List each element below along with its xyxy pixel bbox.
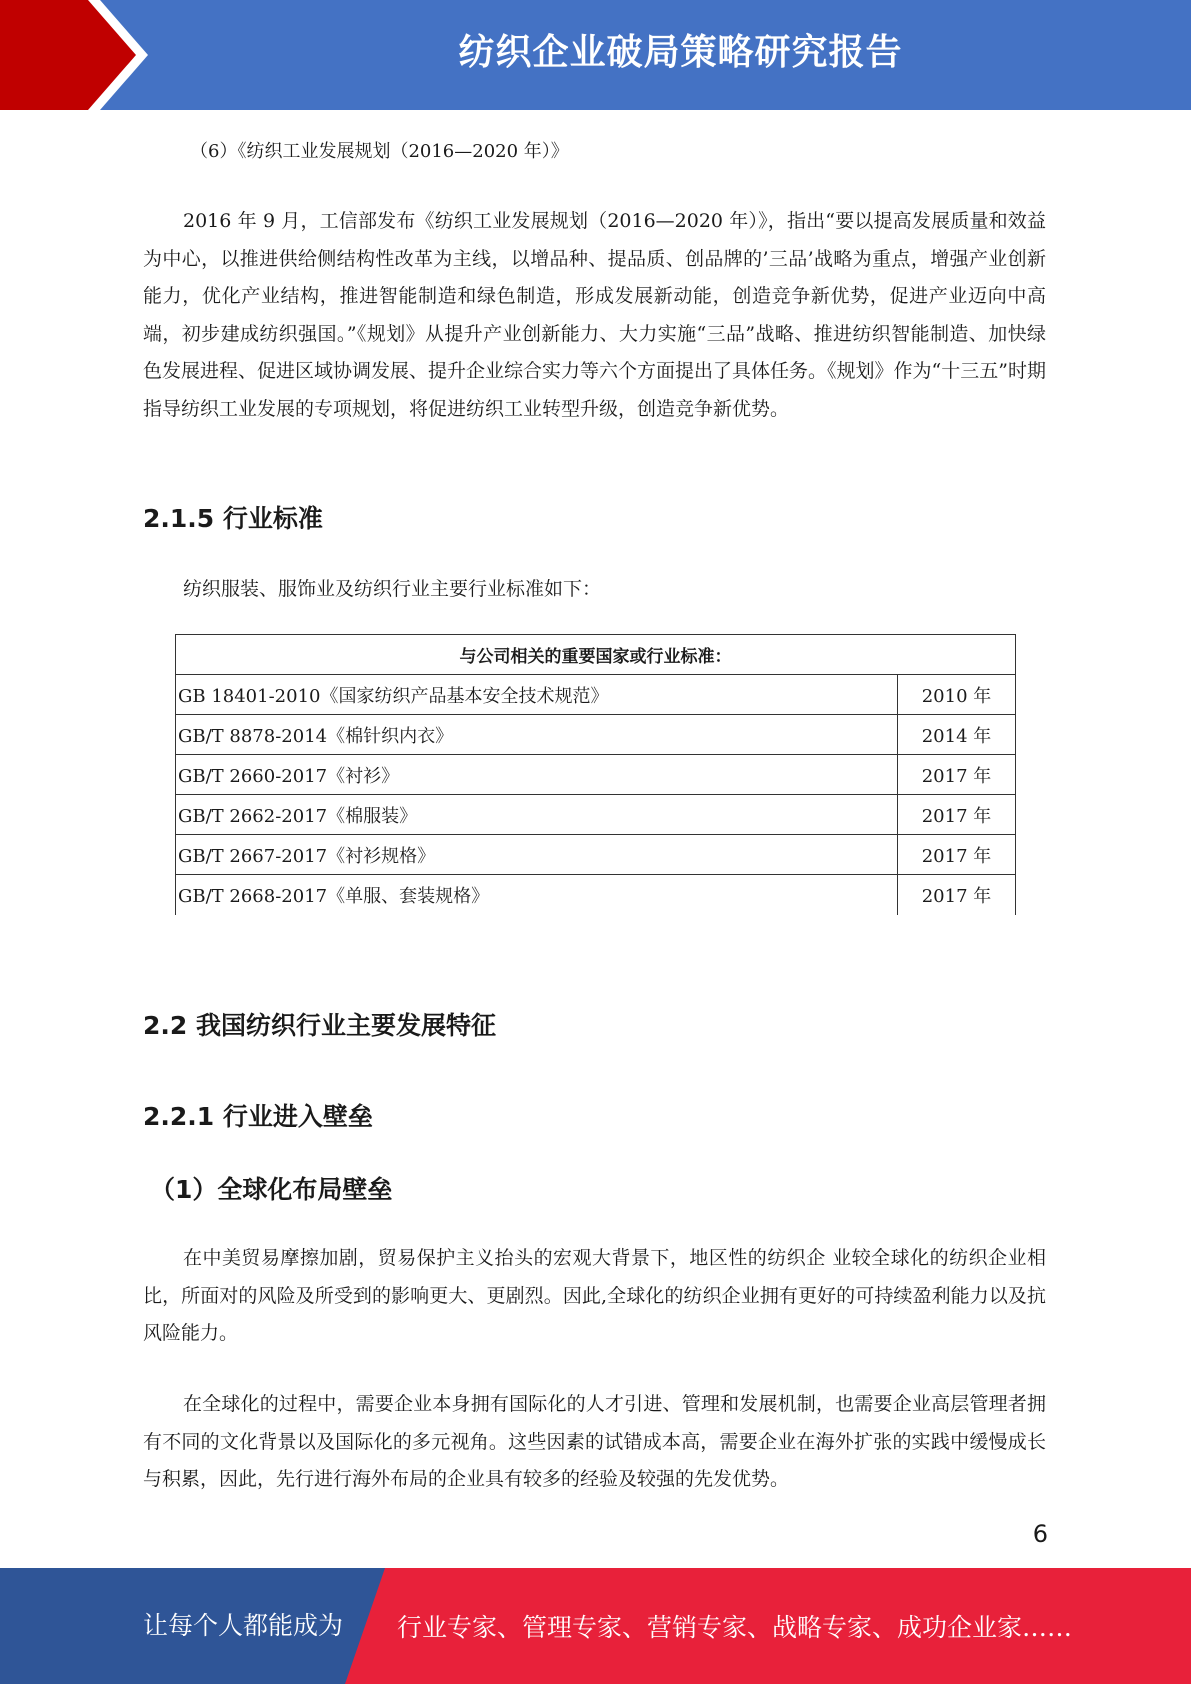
page-number: 6 bbox=[1032, 1520, 1048, 1548]
table-row bbox=[176, 835, 1016, 875]
standard-name: GB 18401-2010《国家纺织产品基本安全技术规范》 bbox=[176, 675, 898, 715]
table-header-row bbox=[176, 635, 1016, 675]
standard-year: 2017 年 bbox=[898, 875, 1016, 915]
table-header: 与公司相关的重要国家或行业标准： bbox=[176, 635, 1016, 675]
table-row bbox=[176, 675, 1016, 715]
standard-year: 2014 年 bbox=[898, 715, 1016, 755]
standard-year: 2017 年 bbox=[898, 755, 1016, 795]
page-header bbox=[0, 0, 1191, 110]
section-heading-2-1-5: 2.1.5 行业标准 bbox=[143, 504, 323, 533]
standard-name: GB/T 2668-2017《单服、套装规格》 bbox=[176, 875, 898, 915]
table-row bbox=[176, 715, 1016, 755]
table-row bbox=[176, 875, 1016, 915]
table-row bbox=[176, 795, 1016, 835]
standard-name: GB/T 8878-2014《棉针织内衣》 bbox=[176, 715, 898, 755]
sub-item-title: （6）《纺织工业发展规划（2016—2020 年）》 bbox=[190, 141, 569, 162]
paragraph-standards-intro: 纺织服装、服饰业及纺织行业主要行业标准如下： bbox=[183, 578, 602, 600]
paragraph-plan: 2016 年 9 月，工信部发布《纺织工业发展规划（2016—2020 年）》，指出“要以提高发展质量和效益为中心，以推进供给侧结构性改革为主线，以增品种、提品质、创品牌的’三品’战略为重点，增强产业创新能力，优化产业结构，推进智能制造和绿色制造，形成发展新动能，创造竞争新优势，促进产业迈向中高端，初步建成纺织强国。”《规划》从提升产业创新能力、大力实施“三品”战略、推进纺织智能制造、加快绿色发展进程、促进区域协调发展、提升企业综合实力等六个方面提出了具体任务。《规划》作为“十三五”时期指导纺织工业发展的专项规划，将促进纺织工业转型升级，创造竞争新优势。 bbox=[143, 210, 1046, 420]
standard-name: GB/T 2667-2017《衬衫规格》 bbox=[176, 835, 898, 875]
standard-name: GB/T 2660-2017《衬衫》 bbox=[176, 755, 898, 795]
section-heading-2-2: 2.2 我国纺织行业主要发展特征 bbox=[143, 1011, 496, 1040]
report-title: 纺织企业破局策略研究报告 bbox=[458, 32, 903, 73]
table-row bbox=[176, 755, 1016, 795]
footer-slogan-right: 行业专家、管理专家、营销专家、战略专家、成功企业家…… bbox=[397, 1613, 1073, 1642]
footer-slogan-left: 让每个人都能成为 bbox=[143, 1611, 344, 1640]
subsection-heading-1: （1）全球化布局壁垒 bbox=[150, 1175, 393, 1204]
section-heading-2-2-1: 2.2.1 行业进入壁垒 bbox=[143, 1102, 373, 1131]
paragraph-globalization-process: 在全球化的过程中，需要企业本身拥有国际化的人才引进、管理和发展机制，也需要企业高层管理者拥有不同的文化背景以及国际化的多元视角。这些因素的试错成本高，需要企业在海外扩张的实践中缓慢成长与积累，因此，先行进行海外布局的企业具有较多的经验及较强的先发优势。 bbox=[143, 1393, 1046, 1490]
standards-table bbox=[175, 634, 1016, 915]
standard-year: 2017 年 bbox=[898, 795, 1016, 835]
standard-year: 2010 年 bbox=[898, 675, 1016, 715]
paragraph-globalization: 在中美贸易摩擦加剧，贸易保护主义抬头的宏观大背景下，地区性的纺织企 业较全球化的纺织企业相比，所面对的风险及所受到的影响更大、更剧烈。因此,全球化的纺织企业拥有更好的可持续盈利能力以及抗风险能力。 bbox=[143, 1247, 1046, 1344]
page-footer bbox=[0, 1568, 1191, 1684]
standard-name: GB/T 2662-2017《棉服装》 bbox=[176, 795, 898, 835]
standard-year: 2017 年 bbox=[898, 835, 1016, 875]
